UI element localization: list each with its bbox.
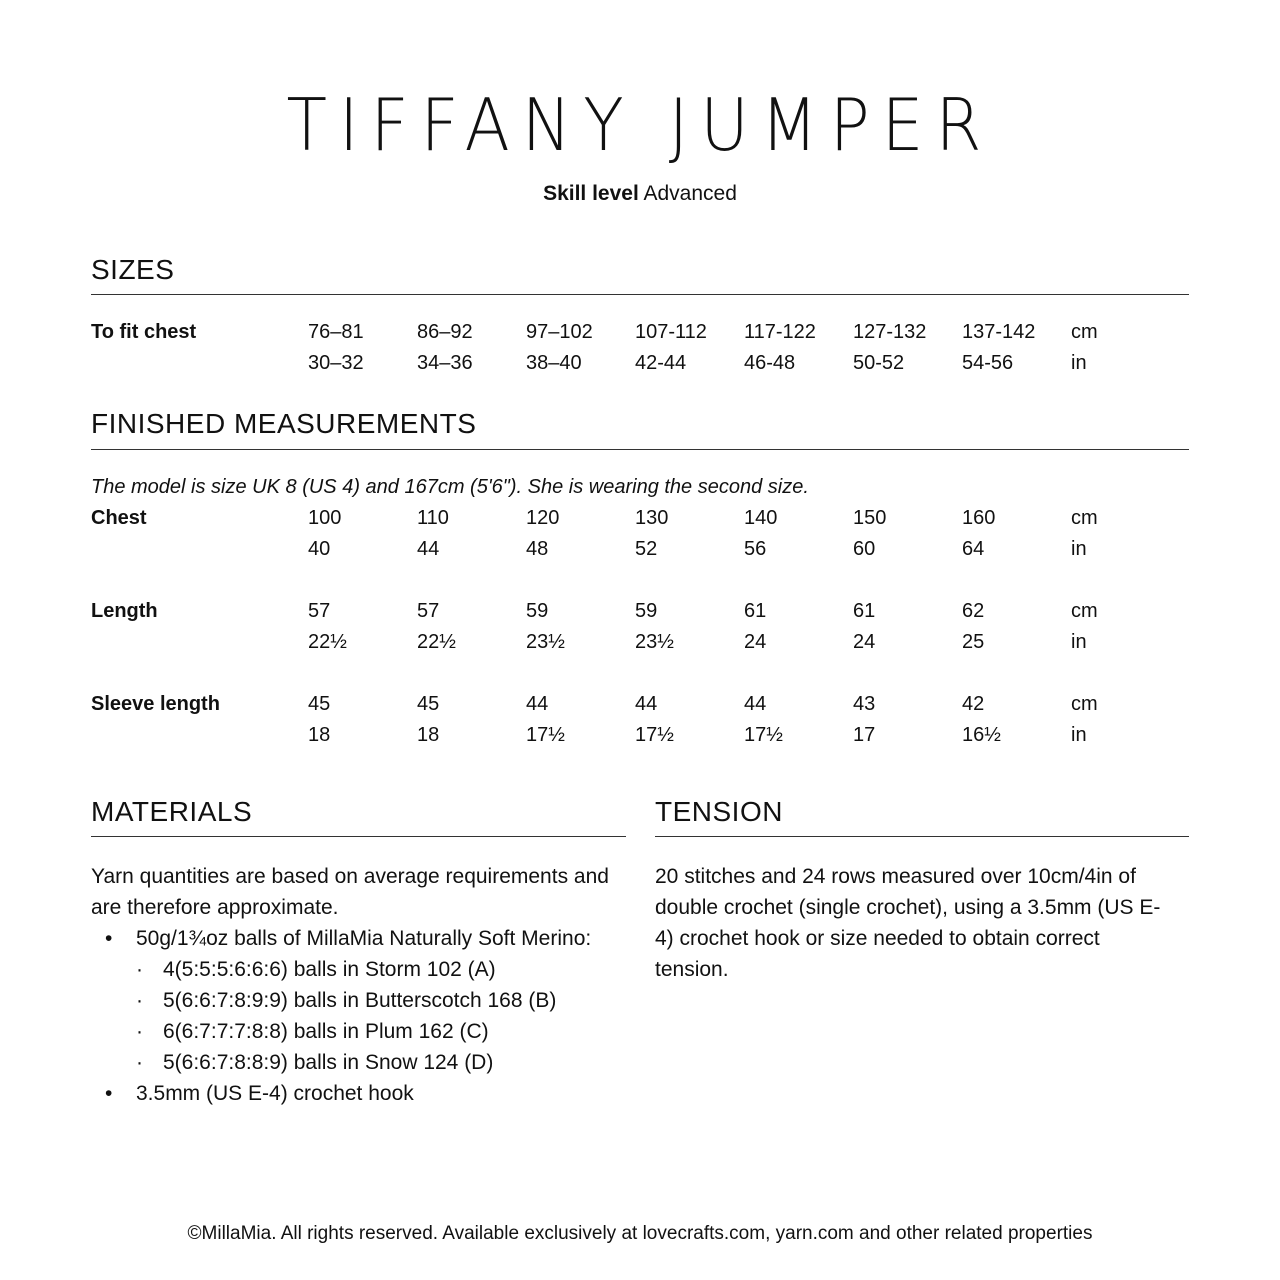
measurement-cm-cell: 59 (635, 600, 658, 622)
bullet-icon: · (136, 1051, 143, 1074)
skill-level-label: Skill level (543, 182, 639, 205)
measurement-in-cell: 44 (417, 538, 440, 560)
tension-heading: TENSION (655, 796, 783, 827)
unit-cm-label: cm (1071, 600, 1098, 622)
materials-item-text: 3.5mm (US E-4) crochet hook (136, 1082, 414, 1105)
size-chest-cm-cell: 127-132 (853, 321, 927, 343)
measurement-cm-cell: 100 (308, 507, 342, 529)
materials-divider (91, 836, 626, 837)
size-chest-cm-cell: 137-142 (962, 321, 1036, 343)
unit-cm-label: cm (1071, 507, 1098, 529)
model-size-note: The model is size UK 8 (US 4) and 167cm (5'6"). She is wearing the second size. (91, 476, 809, 498)
measurement-in-cell: 60 (853, 538, 876, 560)
bullet-icon: · (136, 958, 143, 981)
size-chest-in-cell: 46-48 (744, 352, 796, 374)
size-chest-in-cell: 42-44 (635, 352, 687, 374)
unit-in-label: in (1071, 724, 1087, 746)
measurement-row-label: Chest (91, 507, 147, 529)
skill-level-value: Advanced (643, 182, 737, 205)
materials-item-text: 4(5:5:5:6:6:6) balls in Storm 102 (A) (163, 958, 496, 981)
finished-divider (91, 449, 1189, 450)
measurement-in-cell: 52 (635, 538, 658, 560)
size-chest-in-cell: 54-56 (962, 352, 1014, 374)
measurement-cm-cell: 44 (635, 693, 658, 715)
size-chest-cm-cell: 97–102 (526, 321, 593, 343)
measurement-cm-cell: 61 (853, 600, 876, 622)
measurement-cm-cell: 150 (853, 507, 887, 529)
measurement-cm-cell: 59 (526, 600, 549, 622)
measurement-in-cell: 17½ (526, 724, 565, 746)
measurement-cm-cell: 61 (744, 600, 767, 622)
measurement-cm-cell: 44 (526, 693, 549, 715)
materials-intro: Yarn quantities are based on average requirements and are therefore approximate. (91, 865, 609, 919)
size-chest-cm-cell: 107-112 (635, 321, 707, 343)
finished-measurements-heading: FINISHED MEASUREMENTS (91, 408, 477, 439)
materials-item-text: 5(6:6:7:8:8:9) balls in Snow 124 (D) (163, 1051, 494, 1074)
measurement-cm-cell: 110 (417, 507, 449, 529)
bullet-icon: · (136, 989, 143, 1012)
unit-in-label: in (1071, 631, 1087, 653)
materials-item-text: 5(6:6:7:8:9:9) balls in Butterscotch 168 (B) (163, 989, 557, 1012)
size-chest-in-cell: 34–36 (417, 352, 473, 374)
measurement-in-cell: 17 (853, 724, 876, 746)
measurement-in-cell: 16½ (962, 724, 1001, 746)
measurement-in-cell: 24 (853, 631, 876, 653)
measurement-in-cell: 17½ (744, 724, 783, 746)
unit-in-label: in (1071, 352, 1087, 374)
page-title: TIFFANY JUMPER (286, 83, 994, 167)
size-chest-in-cell: 50-52 (853, 352, 905, 374)
measurement-cm-cell: 160 (962, 507, 996, 529)
measurement-in-cell: 56 (744, 538, 767, 560)
size-chest-cm-cell: 117-122 (744, 321, 816, 343)
measurement-in-cell: 23½ (635, 631, 674, 653)
skill-level (0, 181, 1280, 207)
measurement-cm-cell: 45 (308, 693, 331, 715)
measurement-in-cell: 17½ (635, 724, 674, 746)
size-chest-cm-cell: 76–81 (308, 321, 364, 343)
measurement-cm-cell: 45 (417, 693, 440, 715)
materials-heading: MATERIALS (91, 796, 253, 827)
sizes-heading: SIZES (91, 254, 175, 285)
tension-text: 20 stitches and 24 rows measured over 10cm/4in of double crochet (single crochet), using a 3.5mm (US E-4) crochet hook or size needed to obtain correct tension. (655, 865, 1161, 981)
unit-cm-label: cm (1071, 321, 1098, 343)
measurement-in-cell: 48 (526, 538, 549, 560)
measurement-cm-cell: 57 (417, 600, 440, 622)
bullet-icon: · (136, 1020, 143, 1043)
measurement-in-cell: 22½ (308, 631, 347, 653)
bullet-icon: • (105, 927, 113, 950)
measurement-row-label: Sleeve length (91, 693, 220, 715)
measurement-in-cell: 18 (417, 724, 440, 746)
unit-cm-label: cm (1071, 693, 1098, 715)
measurement-in-cell: 40 (308, 538, 331, 560)
size-chest-in-cell: 30–32 (308, 352, 364, 374)
materials-item-text: 50g/1¾oz balls of MillaMia Naturally Soft Merino: (136, 927, 592, 950)
measurement-in-cell: 22½ (417, 631, 456, 653)
materials-item-text: 6(6:7:7:7:8:8) balls in Plum 162 (C) (163, 1020, 489, 1043)
measurement-cm-cell: 44 (744, 693, 767, 715)
measurement-in-cell: 23½ (526, 631, 565, 653)
measurement-in-cell: 64 (962, 538, 985, 560)
measurement-cm-cell: 43 (853, 693, 876, 715)
copyright-footer: ©MillaMia. All rights reserved. Available exclusively at lovecrafts.com, yarn.com and other related properties (187, 1223, 1093, 1244)
bullet-icon: • (105, 1082, 113, 1105)
measurement-cm-cell: 130 (635, 507, 669, 529)
measurement-in-cell: 24 (744, 631, 767, 653)
size-chest-cm-cell: 86–92 (417, 321, 473, 343)
size-chest-in-cell: 38–40 (526, 352, 582, 374)
unit-in-label: in (1071, 538, 1087, 560)
measurement-in-cell: 25 (962, 631, 985, 653)
measurement-cm-cell: 62 (962, 600, 985, 622)
measurement-row-label: Length (91, 600, 158, 622)
measurement-cm-cell: 140 (744, 507, 778, 529)
sizes-row-label: To fit chest (91, 321, 197, 343)
measurement-in-cell: 18 (308, 724, 331, 746)
measurement-cm-cell: 42 (962, 693, 985, 715)
measurement-cm-cell: 57 (308, 600, 331, 622)
tension-divider (655, 836, 1189, 837)
measurement-cm-cell: 120 (526, 507, 560, 529)
sizes-divider (91, 294, 1189, 295)
